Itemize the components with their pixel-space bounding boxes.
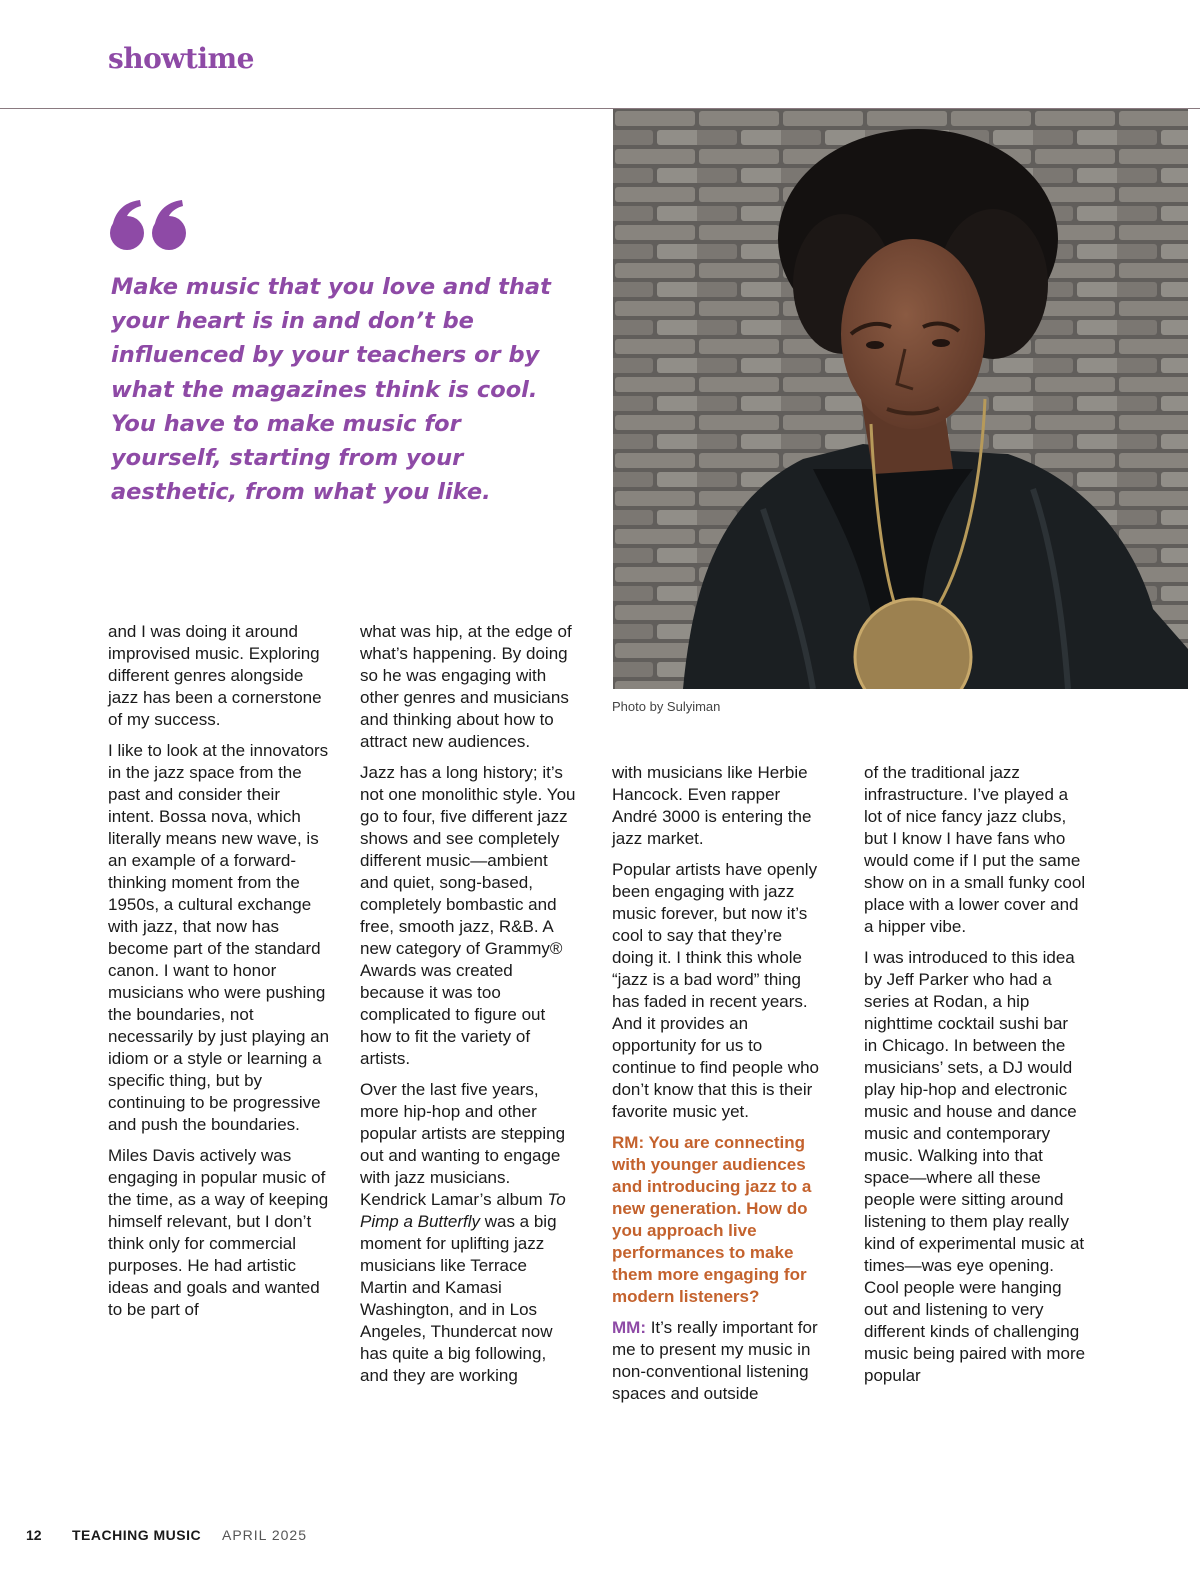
text-run: Over the last five years, more hip-hop and other popular artists are stepping out and wanting to engage with jazz musicians. Kendrick Lamar’s album [360,1080,566,1209]
body-column-2 [360,621,578,1396]
quote-mark-icon [108,198,190,257]
portrait-photo [613,109,1188,689]
paragraph: what was hip, at the edge of what’s happening. By doing so he was engaging with other genres and musicians and thinking about how to attract new audiences. [360,622,572,751]
question-text: You are connecting with younger audiences and introducing jazz to a new generation. How do you approach live performances to make them more engaging for modern listeners? [612,1133,812,1306]
paragraph: of the traditional jazz infrastructure. I’ve played a lot of nice fancy jazz clubs, but I know I have fans who would come if I put the same show on in a small funky cool place with a lower cover and a hipper vibe. [864,763,1086,936]
body-column-4 [864,762,1086,1396]
album-title: To Pimp a Butterfly [360,1190,566,1231]
body-column-1 [108,621,330,1330]
interview-answer [612,1317,828,1405]
answer-text: It’s really important for me to present my music in non-conventional listening spaces and outside [612,1318,818,1403]
publication-name: TEACHING MUSIC [72,1527,202,1543]
section-label: showtime [108,42,254,75]
paragraph: Jazz has a long history; it’s not one monolithic style. You go to four, five different jazz shows and see completely different music—ambient and quiet, song-based, completely bombastic and free, smooth jazz, R&B. A new category of Grammy® Awards was created because it was too complicated to figure out how to fit the variety of artists. [360,763,576,1068]
photo-caption: Photo by Sulyiman [612,699,721,714]
issue-date: APRIL 2025 [222,1527,307,1543]
answer-label: MM: [612,1318,646,1337]
paragraph: Popular artists have openly been engaging with jazz music forever, but now it’s cool to say that they’re doing it. I think this whole “jazz is a bad word” thing has faded in recent years. And it provides an opportunity for us to continue to find people who don’t know that this is their favorite music yet. [612,860,819,1121]
body-column-3 [612,762,828,1414]
text-run: was a big moment for uplifting jazz musicians like Terrace Martin and Kamasi Washington, and in Los Angeles, Thundercat now has quite a big following, and they are working [360,1212,557,1385]
paragraph: with musicians like Herbie Hancock. Even rapper André 3000 is entering the jazz market. [612,763,812,848]
paragraph: Miles Davis actively was engaging in popular music of the time, as a way of keeping himself relevant, but I don’t think only for commercial purposes. He had artistic ideas and goals and wanted to be part of [108,1146,329,1319]
paragraph: I like to look at the innovators in the jazz space from the past and consider their intent. Bossa nova, which literally means new wave, is an example of a forward-thinking moment from the 1950s, a cultural exchange with jazz, that now has become part of the standard canon. I want to honor musicians who were pushing the boundaries, not necessarily by just playing an idiom or a style or learning a specific thing, but by continuing to be progressive and push the boundaries. [108,741,330,1134]
interview-question [612,1132,828,1308]
pull-quote: Make music that you love and that your heart is in and don’t be influenced by your teachers or by what the magazines think is cool. You have to make music for yourself, starting from your aesthetic, from what you like. [111,274,551,506]
paragraph: I was introduced to this idea by Jeff Parker who had a series at Rodan, a hip nighttime cocktail sushi bar in Chicago. In between the musicians’ sets, a DJ would play hip-hop and electronic music and house and dance music and contemporary music. Walking into that space—where all these people were sitting around listening to them play really kind of experimental music at times—was eye opening. Cool people were hanging out and listening to very different kinds of challenging music being paired with more popular [864,948,1086,1385]
page-number: 12 [26,1527,42,1543]
question-label: RM: [612,1133,645,1152]
paragraph [360,1079,578,1387]
paragraph: and I was doing it around improvised music. Exploring different genres alongside jazz has been a cornerstone of my success. [108,622,322,729]
